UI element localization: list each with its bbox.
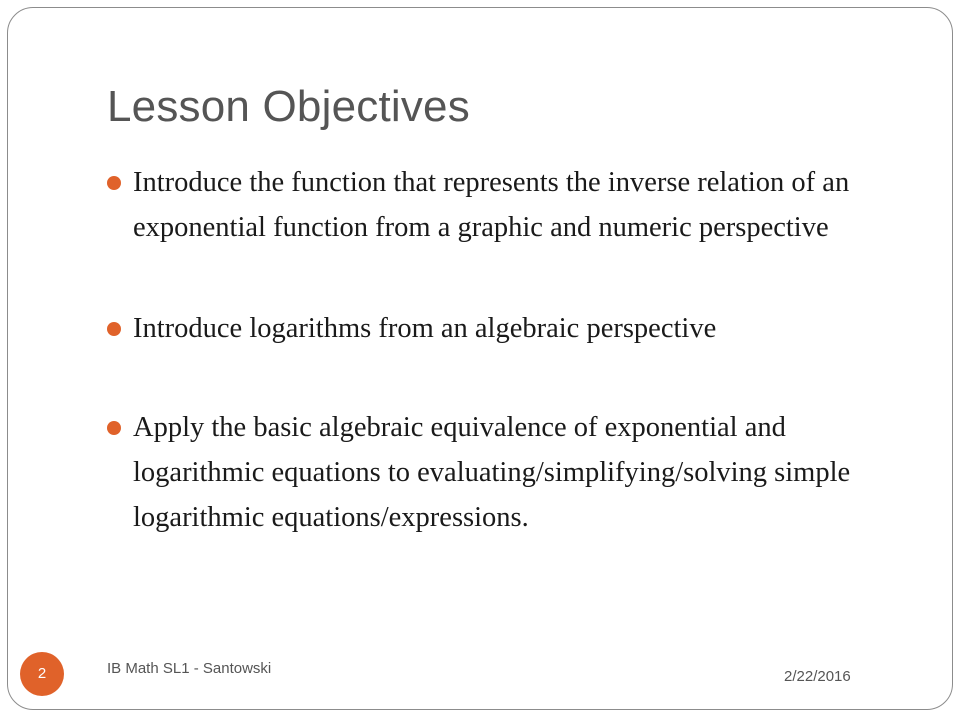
bullet-dot-icon [107,322,121,336]
objective-bullet [107,306,897,351]
objective-bullet [107,405,897,540]
footer-course-label: IB Math SL1 - Santowski [107,660,272,677]
objective-bullet [107,160,897,250]
objective-text: Introduce the function that represents the inverse relation of an exponential function from a graphic and numeric perspective [133,167,850,243]
objective-text: Introduce logarithms from an algebraic perspective [133,313,717,344]
objectives-list [107,160,897,594]
bullet-dot-icon [107,421,121,435]
footer-date: 2/22/2016 [784,668,851,685]
bullet-dot-icon [107,176,121,190]
objective-text: Apply the basic algebraic equivalence of exponential and logarithmic equations to evaluating/simplifying/solving simple logarithmic equations/expressions. [133,412,851,533]
slide-number-badge: 2 [20,652,64,696]
slide-title: Lesson Objectives [107,82,470,131]
